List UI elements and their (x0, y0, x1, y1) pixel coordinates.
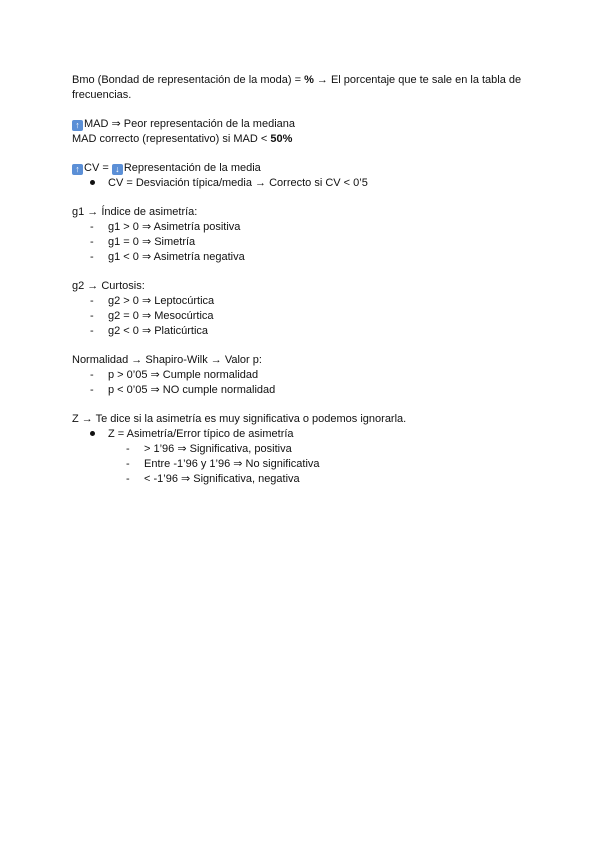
z-title: Z → Te dice si la asimetría es muy significativa o podemos ignorarla. (72, 413, 407, 425)
mad-threshold: 50% (270, 133, 293, 145)
cv-text-a: CV = (84, 162, 112, 174)
list-item: - p < 0’05 ⇒ NO cumple normalidad (90, 384, 276, 396)
cv-line-1 (72, 161, 542, 176)
cv-text-b: Representación de la media (123, 162, 261, 174)
g2-title: g2 → Curtosis: (72, 280, 145, 292)
dash-icon: - (90, 236, 94, 248)
mad-line-1 (72, 117, 542, 132)
dash-icon: - (90, 221, 94, 233)
mad-text-2a: MAD correcto (representativo) si MAD < (72, 133, 271, 145)
mad-text: MAD ⇒ Peor representación de la mediana (84, 118, 295, 130)
list-item: - p > 0’05 ⇒ Cumple normalidad (90, 369, 259, 381)
list-item: - g1 > 0 ⇒ Asimetría positiva (90, 221, 241, 233)
list-item: - g2 = 0 ⇒ Mesocúrtica (90, 310, 214, 322)
mad-line-2 (72, 132, 542, 147)
dash-icon: - (126, 443, 130, 455)
bmo-paragraph-cont: frecuencias. (72, 89, 132, 101)
list-item: - g1 < 0 ⇒ Asimetría negativa (90, 251, 245, 263)
bullet-icon (90, 427, 100, 442)
dash-icon: - (90, 369, 94, 381)
dash-icon: - (90, 295, 94, 307)
list-item: - g2 < 0 ⇒ Platicúrtica (90, 325, 209, 337)
list-item: Z = Asimetría/Error típico de asimetría (72, 427, 542, 442)
dash-icon: - (90, 325, 94, 337)
list-item: - g2 > 0 ⇒ Leptocúrtica (90, 295, 215, 307)
up-arrow-icon: ↑ (72, 120, 83, 131)
down-arrow-icon: ↓ (112, 164, 123, 175)
bmo-paragraph (72, 73, 542, 88)
list-item: CV = Desviación típica/media → Correcto si CV < 0’5 (72, 176, 542, 191)
bmo-text-a: Bmo (Bondad de representación de la moda) = (72, 74, 305, 86)
list-item: - g1 = 0 ⇒ Simetría (90, 236, 196, 248)
dash-icon: - (126, 458, 130, 470)
dash-icon: - (90, 251, 94, 263)
dash-icon: - (90, 310, 94, 322)
up-arrow-icon: ↑ (72, 164, 83, 175)
bullet-icon (90, 176, 100, 191)
bmo-percent: % (304, 74, 314, 86)
document-body (72, 73, 542, 487)
bmo-text-b: → El porcentaje que te sale en la tabla de (313, 74, 522, 86)
g1-title: g1 → Índice de asimetría: (72, 206, 198, 218)
list-item: - < -1’96 ⇒ Significativa, negativa (126, 473, 300, 485)
normalidad-title: Normalidad → Shapiro-Wilk → Valor p: (72, 354, 262, 366)
dash-icon: - (126, 473, 130, 485)
list-item: - Entre -1’96 y 1’96 ⇒ No significativa (126, 458, 320, 470)
list-item: - > 1’96 ⇒ Significativa, positiva (126, 443, 292, 455)
dash-icon: - (90, 384, 94, 396)
